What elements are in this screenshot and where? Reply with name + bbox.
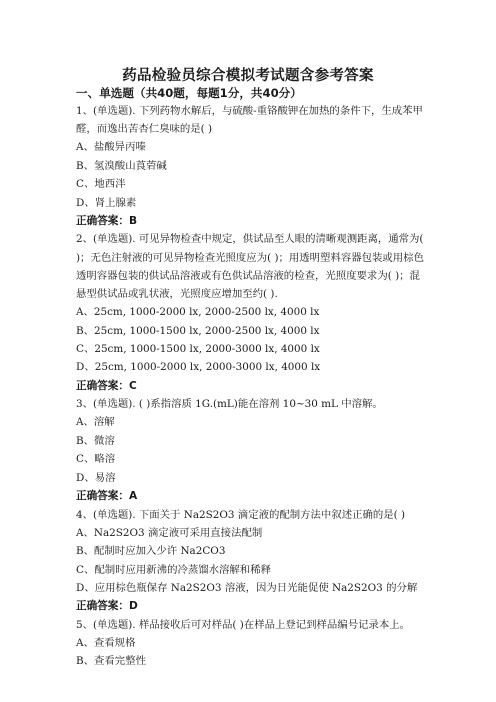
question-stem: 4、(单选题). 下面关于 Na2S2O3 滴定液的配制方法中叙述正确的是( ) — [76, 508, 406, 521]
question-stem: 5、(单选题). 样品接收后可对样品( )在样品上登记到样品编号记录本上。 — [76, 618, 411, 631]
answer-option: A、溶解 — [76, 416, 115, 429]
section-heading: 一、单选题（共40题，每题1分，共40分） — [76, 86, 302, 100]
document-title: 药品检验员综合模拟考试题含参考答案 — [122, 68, 374, 84]
answer-option: B、配制时应加入少许 Na2CO3 — [76, 545, 226, 558]
question-block — [76, 616, 424, 671]
answer-option: D、应用棕色瓶保存 Na2S2O3 溶液，因为日光能促使 Na2S2O3 的分解 — [76, 581, 418, 594]
answer-option: A、查看规格 — [76, 636, 136, 649]
question-stem: 1、(单选题). 下列药物水解后，与硫酸-重铬酸钾在加热的条件下，生成苯甲醛，而逸出苦杏仁臭味的是( ) — [76, 105, 423, 136]
answer-option: D、25cm, 1000-2000 lx, 2000-3000 lx, 4000 lx — [76, 361, 321, 374]
answer-option: A、25cm, 1000-2000 lx, 2000-2500 lx, 4000 lx — [76, 306, 320, 319]
answer-option: C、地西泮 — [76, 178, 126, 191]
question-block — [76, 102, 424, 230]
correct-answer: 正确答案：D — [76, 600, 138, 613]
correct-answer: 正确答案：B — [76, 215, 138, 228]
answer-option: D、肾上腺素 — [76, 196, 137, 209]
answer-option: B、氢溴酸山莨菪碱 — [76, 159, 167, 172]
answer-option: B、微溶 — [76, 434, 115, 447]
answer-option: C、25cm, 1000-1500 lx, 2000-3000 lx, 4000 lx — [76, 343, 320, 356]
question-stem: 3、(单选题). ( )系指溶质 1G.(mL)能在溶剂 10~30 mL 中溶解。 — [76, 398, 383, 411]
answer-option: D、易溶 — [76, 471, 116, 484]
answer-option: B、25cm, 1000-1500 lx, 2000-2500 lx, 4000 lx — [76, 324, 320, 337]
correct-answer: 正确答案：A — [76, 490, 138, 503]
correct-answer: 正确答案：C — [76, 379, 137, 392]
answer-option: C、略溶 — [76, 453, 116, 466]
question-list — [76, 102, 424, 671]
question-block — [76, 230, 424, 395]
answer-option: C、配制时应用新沸的冷蒸馏水溶解和稀释 — [76, 563, 271, 576]
document-content — [76, 84, 424, 671]
answer-option: A、盐酸异丙嗪 — [76, 141, 146, 154]
question-block — [76, 506, 424, 616]
question-block — [76, 395, 424, 505]
answer-option: A、Na2S2O3 滴定液可采用直接法配制 — [76, 526, 263, 539]
answer-option: B、查看完整性 — [76, 655, 146, 668]
question-stem: 2、(单选题). 可见异物检查中规定，供试品至人眼的清晰观测距离，通常为( )；无色注射液的可见异物检查光照度应为( )；用透明塑料容器包装或用棕色透明容器包装的供试品溶液或有色供试品溶液的检查，光照度要求为( )；混悬型供试品或乳状液，光照度应增加至约( ). — [76, 233, 424, 301]
